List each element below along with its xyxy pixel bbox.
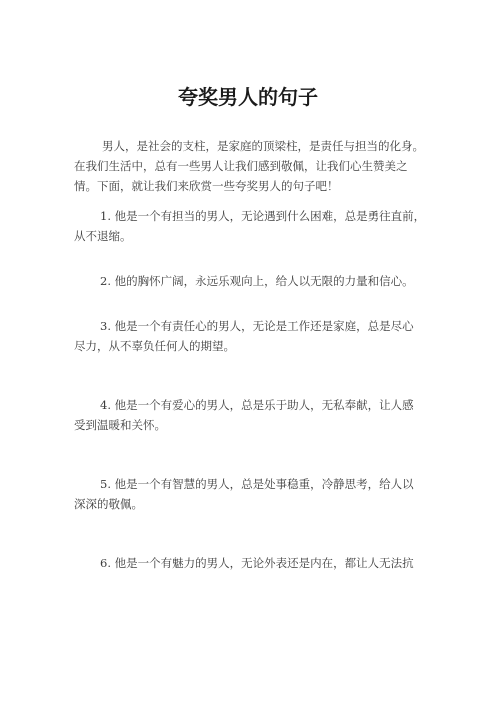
list-item-4 [74,395,440,435]
list-item-2 [74,271,440,291]
intro-line: 男人，是社会的支柱，是家庭的顶梁柱，是责任与担当的化身。 [102,139,424,153]
list-item-line: 6. 他是一个有魅力的男人，无论外表还是内在，都让人无法抗 [100,556,414,570]
list-item-line: 尽力，从不辜负任何人的期望。 [74,339,235,353]
intro-line: 情。下面，就让我们来欣赏一些夸奖男人的句子吧！ [74,179,339,193]
list-item-line: 受到温暖和关怀。 [74,418,166,432]
list-item-6 [74,553,440,573]
list-item-line: 从不退缩。 [74,229,132,243]
list-item-line: 5. 他是一个有智慧的男人，总是处事稳重，冷静思考，给人以 [100,477,414,491]
list-item-1 [74,206,440,246]
list-item-5 [74,474,440,514]
list-item-line: 3. 他是一个有责任心的男人，无论是工作还是家庭，总是尽心 [100,319,414,333]
intro-line: 在我们生活中，总有一些男人让我们感到敬佩，让我们心生赞美之 [74,159,408,173]
list-item-line: 1. 他是一个有担当的男人，无论遇到什么困难，总是勇往直前， [100,209,426,223]
list-item-3 [74,316,440,356]
document-title: 夸奖男人的句子 [178,85,318,109]
list-item-line: 深深的敬佩。 [74,497,143,511]
list-item-line: 4. 他是一个有爱心的男人，总是乐于助人，无私奉献，让人感 [100,398,414,412]
list-item-line: 2. 他的胸怀广阔，永远乐观向上，给人以无限的力量和信心。 [100,274,414,288]
intro-paragraph [74,136,440,196]
